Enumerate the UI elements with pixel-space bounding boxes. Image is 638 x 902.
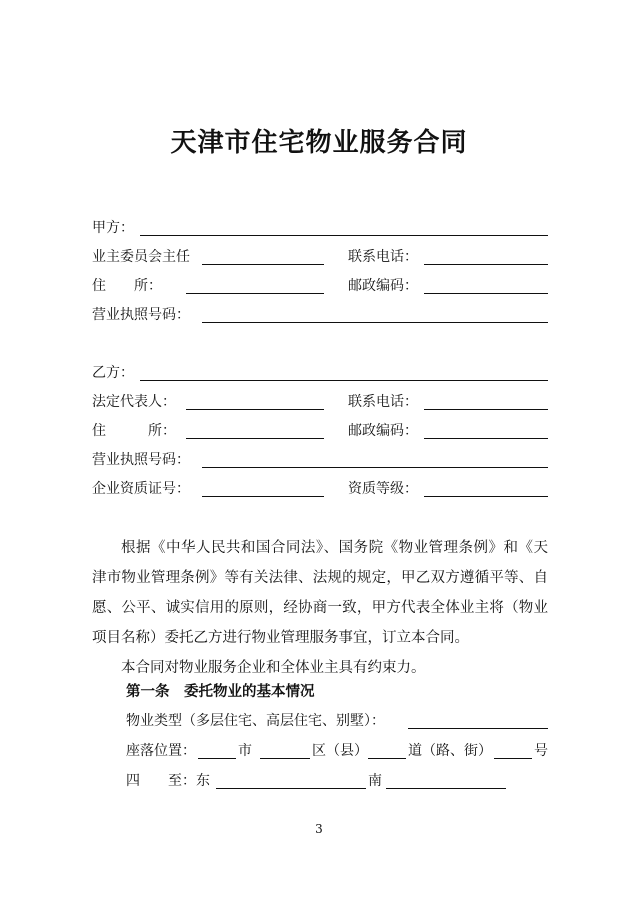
party-b-license-label: 营业执照号码： (92, 452, 190, 468)
legal-rep-label: 法定代表人： (92, 394, 176, 410)
city-label: 市 (238, 743, 252, 759)
page-number: 3 (315, 822, 323, 836)
intro-paragraph: 根据《中华人民共和国合同法》、国务院《物业管理条例》和《天津市物业管理条例》等有关法律、法规的规定，甲乙双方遵循平等、自愿、公平、诚实信用的原则，经协商一致，甲方代表全体业主将（物业项目名称）委托乙方进行物业管理服务事宜，订立本合同。 (92, 540, 548, 646)
property-type-row (126, 711, 548, 731)
road-field[interactable] (368, 758, 406, 759)
party-a-label: 甲方： (92, 220, 134, 236)
party-b-row (92, 363, 548, 383)
party-a-postal-label: 邮政编码： (348, 278, 418, 294)
property-type-field[interactable] (408, 728, 548, 729)
director-label: 业主委员会主任 (92, 249, 190, 265)
contract-title: 天津市住宅物业服务合同 (170, 128, 468, 158)
qualification-level-field[interactable] (424, 496, 548, 497)
contract-body (92, 533, 548, 683)
party-b-address-field[interactable] (186, 438, 324, 439)
legal-rep-field[interactable] (186, 409, 324, 410)
district-field[interactable] (260, 758, 310, 759)
party-a-phone-label: 联系电话： (348, 249, 418, 265)
location-row (126, 741, 548, 761)
qualification-row (92, 479, 548, 499)
party-a-address-row (92, 276, 548, 296)
party-a-license-row (92, 305, 548, 325)
legal-rep-row (92, 392, 548, 412)
party-a-address-label: 住 所： (92, 278, 162, 294)
party-a-field[interactable] (140, 235, 548, 236)
party-b-license-field[interactable] (202, 467, 548, 468)
number-field[interactable] (494, 758, 532, 759)
qualification-cert-label: 企业资质证号： (92, 481, 190, 497)
south-label: 南 (368, 773, 382, 789)
road-label: 道（路、街） (408, 743, 492, 759)
party-a-phone-field[interactable] (424, 264, 548, 265)
party-a-license-label: 营业执照号码： (92, 307, 190, 323)
qualification-cert-field[interactable] (202, 496, 324, 497)
south-field[interactable] (386, 788, 506, 789)
party-b-phone-field[interactable] (424, 409, 548, 410)
party-b-field[interactable] (140, 380, 548, 381)
binding-paragraph: 本合同对物业服务企业和全体业主具有约束力。 (121, 660, 426, 676)
director-field[interactable] (202, 264, 324, 265)
party-b-address-row (92, 421, 548, 441)
party-b-address-label: 住 所： (92, 423, 176, 439)
boundary-label: 四 至：东 (126, 773, 210, 789)
party-a-license-field[interactable] (202, 322, 548, 323)
location-label: 座落位置： (126, 743, 196, 759)
party-a-postal-field[interactable] (424, 293, 548, 294)
boundary-row (126, 771, 548, 791)
party-b-license-row (92, 450, 548, 470)
party-a-row (92, 218, 548, 238)
city-field[interactable] (198, 758, 236, 759)
district-label: 区（县） (312, 743, 368, 759)
qualification-level-label: 资质等级： (348, 481, 418, 497)
party-b-postal-field[interactable] (424, 438, 548, 439)
article-1-heading: 第一条 委托物业的基本情况 (126, 683, 315, 700)
party-b-phone-label: 联系电话： (348, 394, 418, 410)
east-field[interactable] (216, 788, 366, 789)
property-type-label: 物业类型（多层住宅、高层住宅、别墅）： (126, 713, 385, 729)
party-b-postal-label: 邮政编码： (348, 423, 418, 439)
party-b-label: 乙方： (92, 365, 134, 381)
party-a-address-field[interactable] (186, 293, 324, 294)
number-label: 号 (534, 743, 548, 759)
director-row (92, 247, 548, 267)
